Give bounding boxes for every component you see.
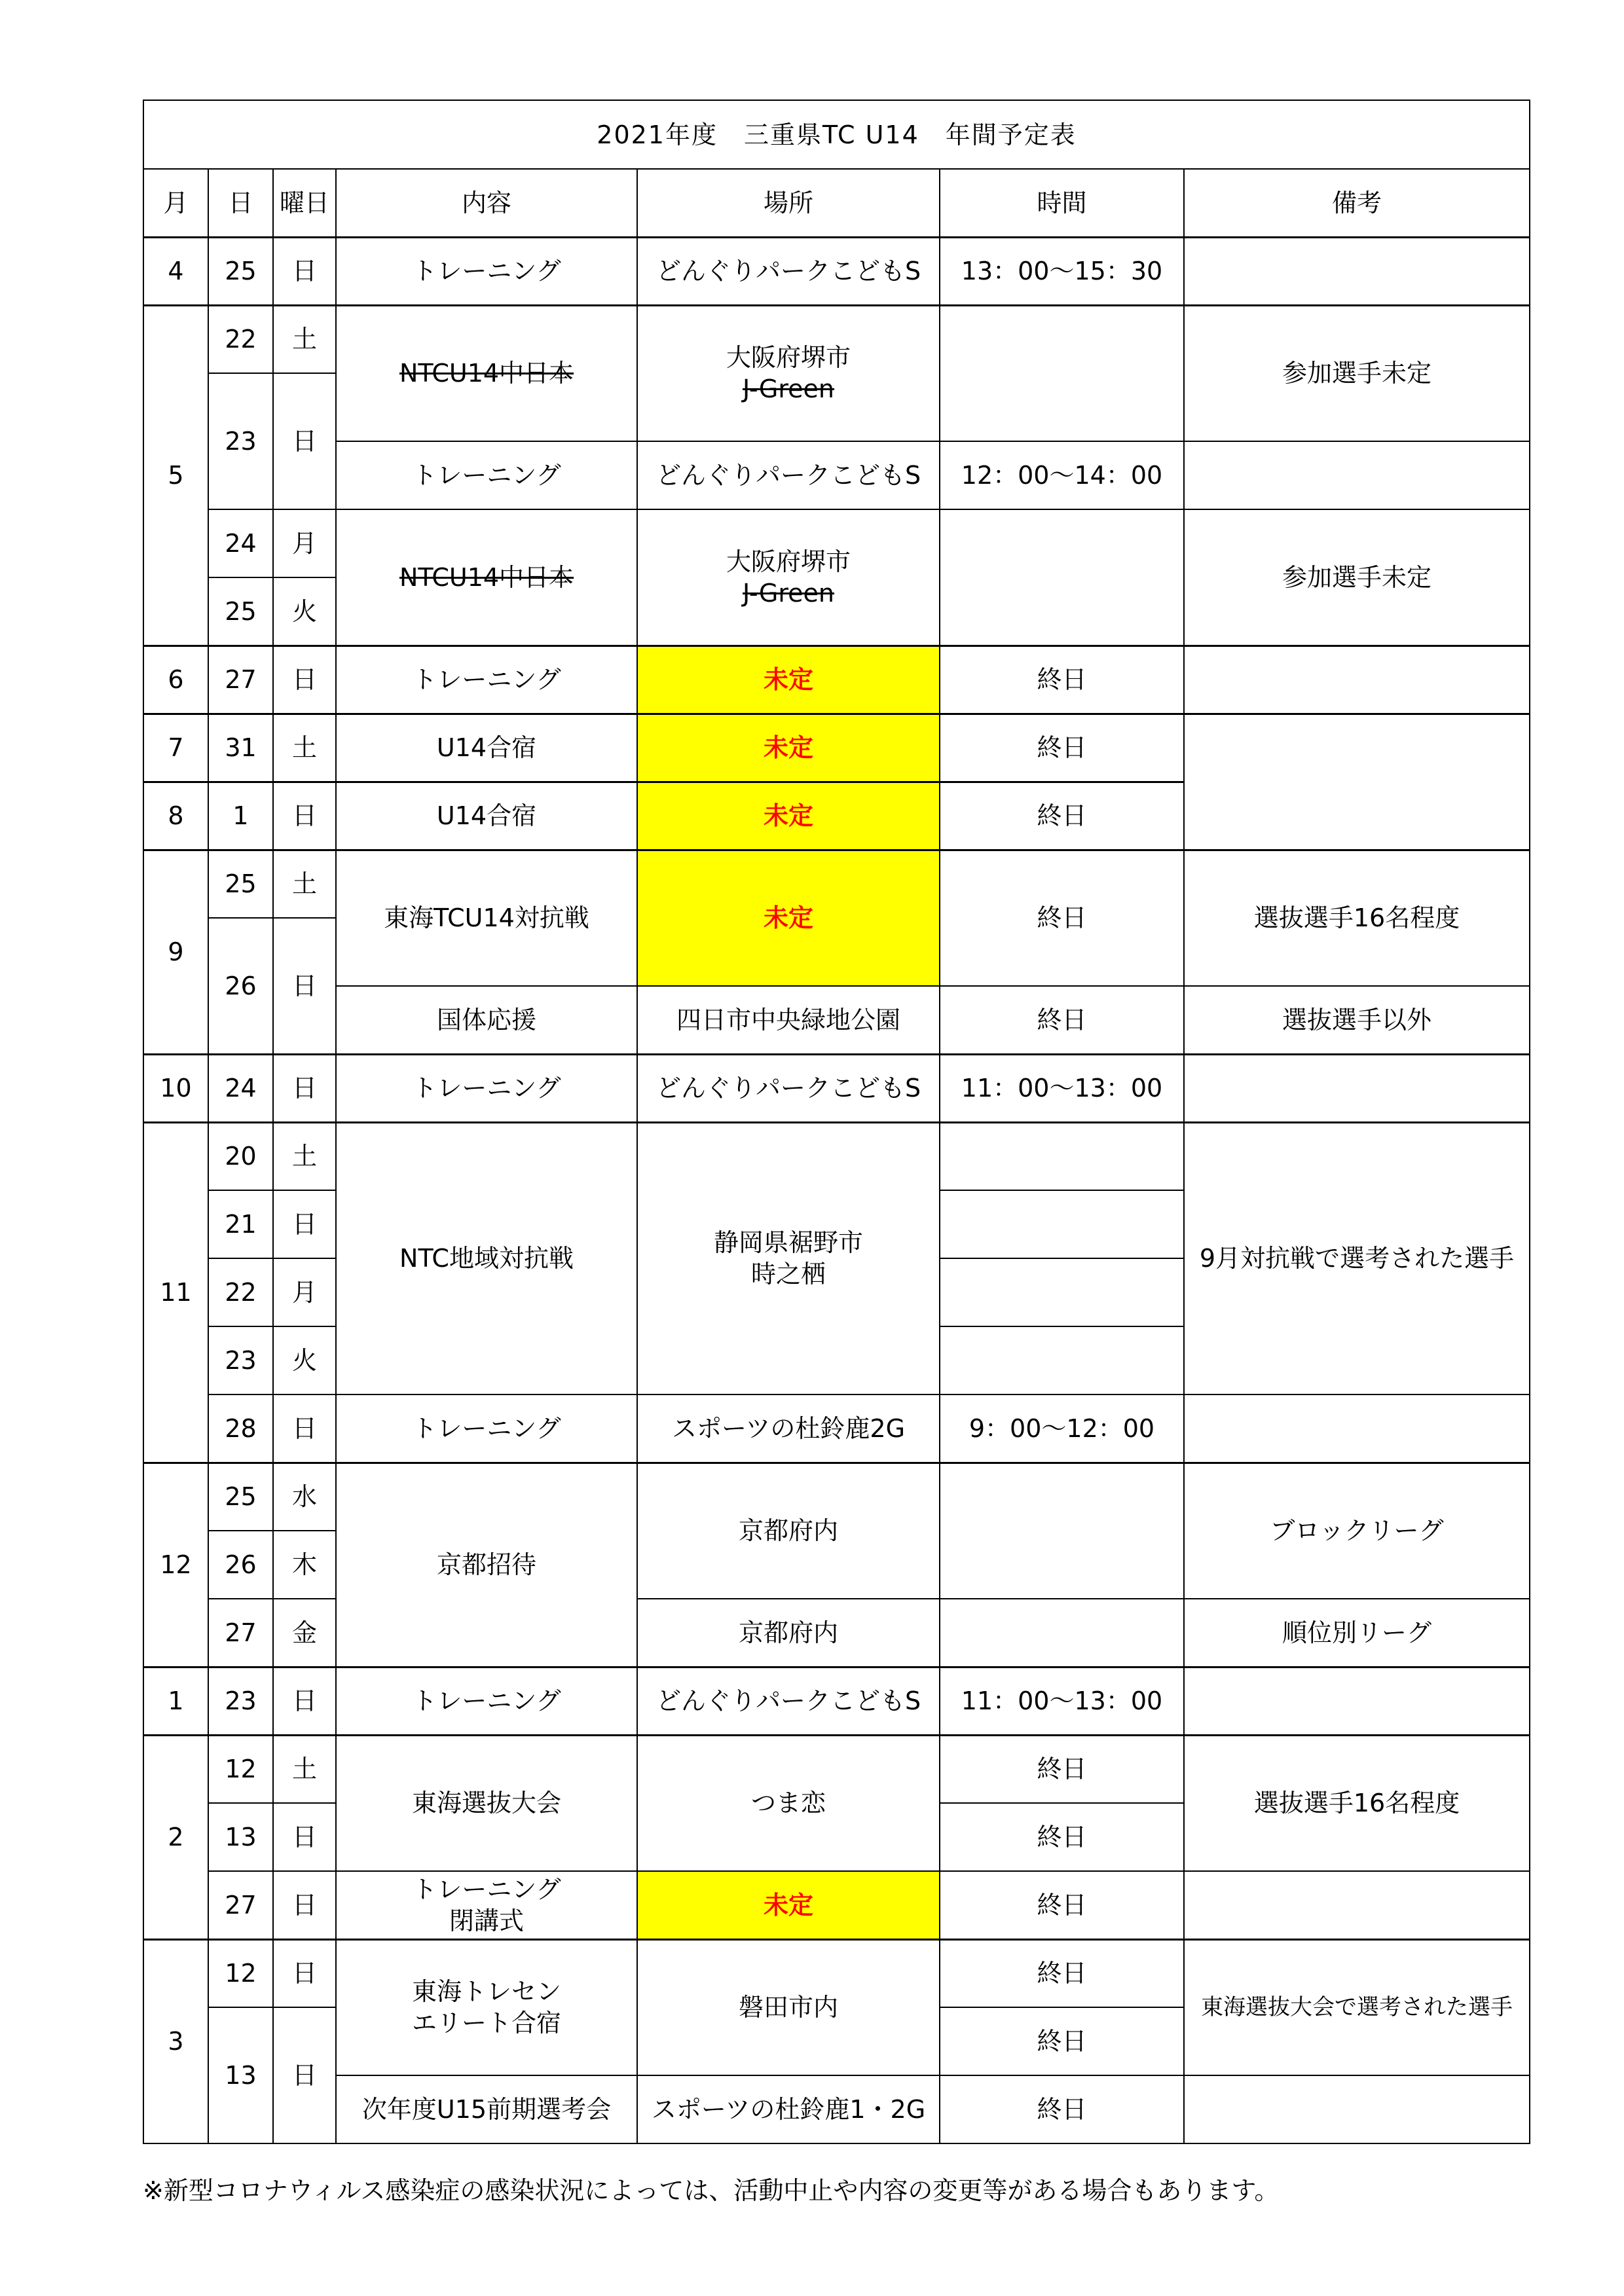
time-cell: 終日 — [940, 2007, 1184, 2075]
document-title: 2021年度 三重県TC U14 年間予定表 — [143, 100, 1530, 169]
content-line: 東海トレセン — [411, 1977, 561, 2007]
content-line: エリート合宿 — [411, 2009, 561, 2038]
weekday-cell: 月 — [273, 509, 336, 577]
header-time: 時間 — [940, 169, 1184, 237]
month-cell: 3 — [143, 1939, 208, 2143]
weekday-cell: 日 — [273, 373, 336, 509]
day-cell: 31 — [208, 714, 273, 782]
day-cell: 21 — [208, 1190, 273, 1258]
table-row — [143, 1463, 1530, 1531]
day-cell: 26 — [208, 1531, 273, 1599]
time-cell — [940, 1122, 1184, 1190]
table-row — [143, 2075, 1530, 2143]
table-row — [143, 1394, 1530, 1463]
content-cell: トレーニング — [336, 1394, 637, 1463]
place-cell-undecided: 未定 — [637, 714, 940, 782]
place-line-struck: J-Green — [742, 374, 835, 404]
weekday-cell: 土 — [273, 1735, 336, 1803]
place-cell: どんぐりパークこどもS — [637, 1667, 940, 1735]
weekday-cell: 日 — [273, 1054, 336, 1122]
content-line: 閉講式 — [449, 1906, 524, 1935]
day-cell: 1 — [208, 782, 273, 850]
table-row — [143, 646, 1530, 714]
time-cell — [940, 1463, 1184, 1599]
content-cell — [336, 1871, 637, 1939]
notes-cell — [1184, 646, 1530, 714]
weekday-cell: 土 — [273, 714, 336, 782]
place-cell: スポーツの杜鈴鹿2G — [637, 1394, 940, 1463]
header-place: 場所 — [637, 169, 940, 237]
time-cell — [940, 1326, 1184, 1394]
time-cell: 終日 — [940, 2075, 1184, 2143]
month-cell: 6 — [143, 646, 208, 714]
footnote: ※新型コロナウィルス感染症の感染状況によっては、活動中止や内容の変更等がある場合もあります。 — [143, 2176, 1280, 2205]
table-row — [143, 305, 1530, 373]
table-row — [143, 441, 1530, 509]
time-cell — [940, 1599, 1184, 1667]
day-cell: 23 — [208, 1667, 273, 1735]
place-cell: 京都府内 — [637, 1463, 940, 1599]
content-cell: トレーニング — [336, 1667, 637, 1735]
content-text: NTCU14中日本 — [399, 562, 574, 592]
weekday-cell: 土 — [273, 305, 336, 373]
table-row — [143, 850, 1530, 918]
header-row — [143, 169, 1530, 237]
notes-cell — [1184, 1054, 1530, 1122]
notes-cell: 東海選抜大会で選考された選手 — [1184, 1939, 1530, 2075]
weekday-cell: 日 — [273, 1939, 336, 2007]
notes-cell: 参加選手未定 — [1184, 305, 1530, 441]
month-cell: 7 — [143, 714, 208, 782]
notes-cell — [1184, 714, 1530, 850]
content-cell: トレーニング — [336, 441, 637, 509]
content-cell: 東海選抜大会 — [336, 1735, 637, 1871]
notes-cell: 選抜選手16名程度 — [1184, 1735, 1530, 1871]
day-cell: 24 — [208, 1054, 273, 1122]
header-notes: 備考 — [1184, 169, 1530, 237]
notes-cell: 参加選手未定 — [1184, 509, 1530, 646]
time-cell: 13：00～15：30 — [940, 237, 1184, 305]
weekday-cell: 月 — [273, 1258, 336, 1326]
time-cell: 終日 — [940, 1939, 1184, 2007]
weekday-cell: 日 — [273, 1871, 336, 1939]
place-cell-undecided: 未定 — [637, 782, 940, 850]
content-cell — [336, 509, 637, 646]
place-cell: 四日市中央緑地公園 — [637, 986, 940, 1054]
table-row — [143, 1939, 1530, 2007]
day-cell: 25 — [208, 237, 273, 305]
day-cell: 25 — [208, 1463, 273, 1531]
place-cell: 京都府内 — [637, 1599, 940, 1667]
time-cell: 終日 — [940, 850, 1184, 986]
content-cell: 京都招待 — [336, 1463, 637, 1667]
time-cell: 終日 — [940, 986, 1184, 1054]
day-cell: 27 — [208, 1599, 273, 1667]
day-cell: 25 — [208, 850, 273, 918]
time-cell: 11：00～13：00 — [940, 1054, 1184, 1122]
notes-cell: 9月対抗戦で選考された選手 — [1184, 1122, 1530, 1394]
month-cell: 8 — [143, 782, 208, 850]
notes-cell: 選抜選手16名程度 — [1184, 850, 1530, 986]
place-cell-undecided: 未定 — [637, 850, 940, 986]
table-row — [143, 1122, 1530, 1190]
notes-cell — [1184, 1871, 1530, 1939]
place-cell — [637, 509, 940, 646]
day-cell: 25 — [208, 577, 273, 646]
table-row — [143, 986, 1530, 1054]
day-cell: 24 — [208, 509, 273, 577]
weekday-cell: 日 — [273, 1394, 336, 1463]
place-cell — [637, 1122, 940, 1394]
month-cell: 12 — [143, 1463, 208, 1667]
place-line: 時之栖 — [750, 1260, 826, 1289]
place-cell-undecided: 未定 — [637, 646, 940, 714]
weekday-cell: 日 — [273, 646, 336, 714]
annual-schedule-table — [143, 100, 1530, 2144]
day-cell: 13 — [208, 1803, 273, 1871]
weekday-cell: 日 — [273, 237, 336, 305]
table-row — [143, 1054, 1530, 1122]
day-cell: 12 — [208, 1735, 273, 1803]
content-line: トレーニング — [412, 1874, 561, 1904]
time-cell: 終日 — [940, 646, 1184, 714]
weekday-cell: 日 — [273, 1667, 336, 1735]
content-cell: トレーニング — [336, 1054, 637, 1122]
month-cell: 11 — [143, 1122, 208, 1463]
header-content: 内容 — [336, 169, 637, 237]
place-cell — [637, 305, 940, 441]
day-cell: 26 — [208, 918, 273, 1054]
content-cell: U14合宿 — [336, 782, 637, 850]
table-row — [143, 237, 1530, 305]
place-line-struck: J-Green — [742, 578, 835, 608]
table-row — [143, 509, 1530, 577]
table-row — [143, 1735, 1530, 1803]
day-cell: 28 — [208, 1394, 273, 1463]
month-cell: 4 — [143, 237, 208, 305]
day-cell: 22 — [208, 305, 273, 373]
time-cell: 9：00～12：00 — [940, 1394, 1184, 1463]
place-cell: つま恋 — [637, 1735, 940, 1871]
time-cell: 12：00～14：00 — [940, 441, 1184, 509]
time-cell: 終日 — [940, 1803, 1184, 1871]
place-line: 大阪府堺市 — [726, 547, 851, 576]
content-cell: トレーニング — [336, 646, 637, 714]
notes-cell: 選抜選手以外 — [1184, 986, 1530, 1054]
day-cell: 27 — [208, 1871, 273, 1939]
day-cell: 23 — [208, 1326, 273, 1394]
place-cell: どんぐりパークこどもS — [637, 441, 940, 509]
month-cell: 9 — [143, 850, 208, 1054]
place-cell-undecided: 未定 — [637, 1871, 940, 1939]
time-cell — [940, 509, 1184, 646]
notes-cell — [1184, 1394, 1530, 1463]
content-cell: 国体応援 — [336, 986, 637, 1054]
weekday-cell: 日 — [273, 1190, 336, 1258]
weekday-cell: 火 — [273, 577, 336, 646]
header-month: 月 — [143, 169, 208, 237]
time-cell — [940, 1190, 1184, 1258]
content-cell — [336, 1939, 637, 2075]
content-text: NTCU14中日本 — [399, 359, 574, 388]
place-line: 大阪府堺市 — [726, 343, 851, 373]
table-row — [143, 714, 1530, 782]
notes-cell — [1184, 237, 1530, 305]
place-line: 静岡県裾野市 — [713, 1228, 863, 1258]
weekday-cell: 日 — [273, 2007, 336, 2143]
weekday-cell: 日 — [273, 782, 336, 850]
weekday-cell: 木 — [273, 1531, 336, 1599]
time-cell: 終日 — [940, 1871, 1184, 1939]
day-cell: 20 — [208, 1122, 273, 1190]
day-cell: 27 — [208, 646, 273, 714]
weekday-cell: 火 — [273, 1326, 336, 1394]
weekday-cell: 土 — [273, 850, 336, 918]
weekday-cell: 日 — [273, 1803, 336, 1871]
notes-cell — [1184, 2075, 1530, 2143]
month-cell: 5 — [143, 305, 208, 646]
time-cell: 終日 — [940, 1735, 1184, 1803]
weekday-cell: 土 — [273, 1122, 336, 1190]
content-cell: トレーニング — [336, 237, 637, 305]
notes-cell — [1184, 1667, 1530, 1735]
month-cell: 1 — [143, 1667, 208, 1735]
header-weekday: 曜日 — [273, 169, 336, 237]
content-cell: 次年度U15前期選考会 — [336, 2075, 637, 2143]
day-cell: 13 — [208, 2007, 273, 2143]
notes-cell — [1184, 441, 1530, 509]
notes-cell: 順位別リーグ — [1184, 1599, 1530, 1667]
place-cell: スポーツの杜鈴鹿1・2G — [637, 2075, 940, 2143]
month-cell: 2 — [143, 1735, 208, 1939]
month-cell: 10 — [143, 1054, 208, 1122]
header-day: 日 — [208, 169, 273, 237]
place-cell: どんぐりパークこどもS — [637, 1054, 940, 1122]
time-cell: 終日 — [940, 782, 1184, 850]
content-cell: 東海TCU14対抗戦 — [336, 850, 637, 986]
table-row — [143, 1871, 1530, 1939]
table-row — [143, 1667, 1530, 1735]
weekday-cell: 水 — [273, 1463, 336, 1531]
day-cell: 12 — [208, 1939, 273, 2007]
content-cell — [336, 305, 637, 441]
weekday-cell: 日 — [273, 918, 336, 1054]
time-cell: 11：00～13：00 — [940, 1667, 1184, 1735]
day-cell: 22 — [208, 1258, 273, 1326]
day-cell: 23 — [208, 373, 273, 509]
weekday-cell: 金 — [273, 1599, 336, 1667]
time-cell — [940, 1258, 1184, 1326]
time-cell — [940, 305, 1184, 441]
place-cell: 磐田市内 — [637, 1939, 940, 2075]
content-cell: U14合宿 — [336, 714, 637, 782]
content-cell: NTC地域対抗戦 — [336, 1122, 637, 1394]
notes-cell: ブロックリーグ — [1184, 1463, 1530, 1599]
place-cell: どんぐりパークこどもS — [637, 237, 940, 305]
time-cell: 終日 — [940, 714, 1184, 782]
